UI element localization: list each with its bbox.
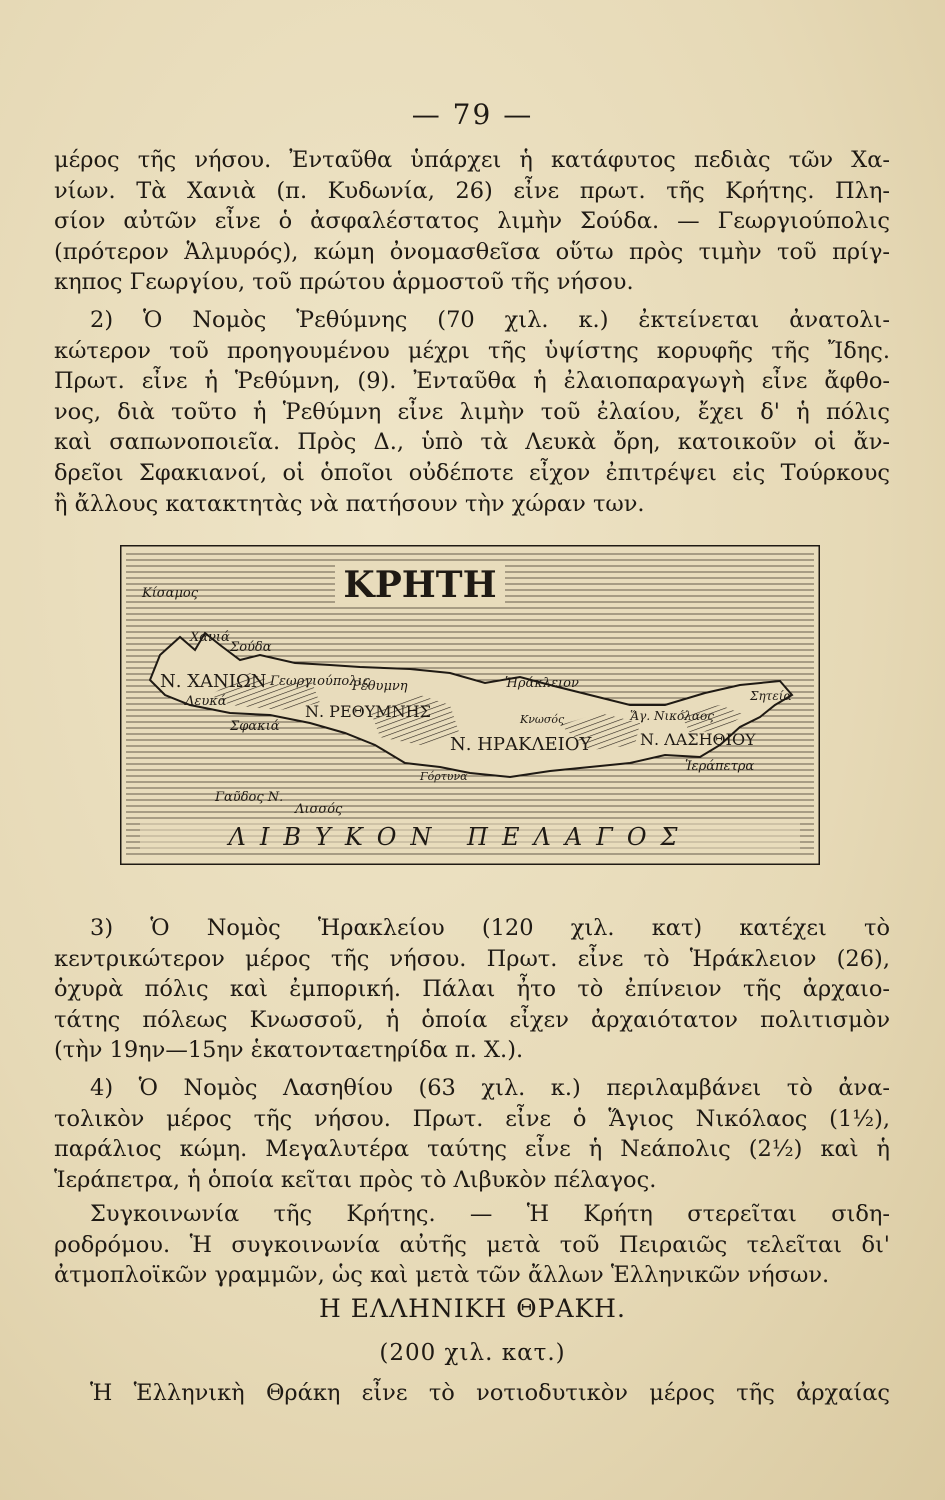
text-line: 3) Ὁ Νομὸς Ἡρακλείου (120 χιλ. κατ) κατέχει τὸ <box>90 915 890 941</box>
text-line: Ἱεράπετρα, ἡ ὁποία κεῖται πρὸς τὸ Λιβυκὸν πέλαγος. <box>54 1166 657 1193</box>
label-ag-nikolaos: Ἅγ. Νικόλαος <box>630 709 714 723</box>
label-n-chanion: Ν. ΧΑΝΙΩΝ <box>160 671 267 692</box>
text-line: νος, διὰ τοῦτο ἡ Ῥεθύμνη εἶνε λιμὴν τοῦ ἐλαίου, ἔχει δ' ἡ πόλις <box>54 398 890 425</box>
text-line: (τὴν 19ην—15ην ἑκατονταετηρίδα π. Χ.). <box>54 1037 524 1064</box>
text-line: Συγκοινωνία τῆς Κρήτης. — Ἡ Κρήτη στερεῖται σιδη- <box>90 1201 890 1227</box>
label-sfakia: Σφακιά <box>230 719 280 734</box>
paragraph-transport <box>54 1199 890 1291</box>
text-line: Ἡ Ἑλληνικὴ Θράκη εἶνε τὸ νοτιοδυτικὸν μέρος τῆς ἀρχαίας <box>90 1380 890 1406</box>
text-line: ἢ ἄλλους κατακτητὰς νὰ πατήσουν τὴν χώραν των. <box>54 490 645 517</box>
label-chania: Χανιά <box>190 630 230 645</box>
text-line: σίον αὐτῶν εἶνε ὁ ἀσφαλέστατος λιμὴν Σούδα. — Γεωργιούπολις <box>54 208 890 235</box>
paragraph-chania <box>54 145 890 298</box>
text-line: ροδρόμου. Ἡ συγκοινωνία αὐτῆς μετὰ τοῦ Πειραιῶς τελεῖται δι' <box>54 1231 890 1258</box>
label-souda: Σούδα <box>230 640 272 655</box>
label-knossos: Κνωσός <box>520 713 565 726</box>
text-line: Πρωτ. εἶνε ἡ Ῥεθύμνη, (9). Ἐνταῦθα ἡ ἐλαιοπαραγωγὴ εἶνε ἄφθο- <box>54 368 890 395</box>
text-line: ὀχυρὰ πόλις καὶ ἐμπορική. Πάλαι ἦτο τὸ ἐπίνειον τῆς ἀρχαιο- <box>54 976 890 1003</box>
text-line: (πρότερον Ἁλμυρός), κώμη ὀνομασθεῖσα οὕτω πρὸς τιμὴν τοῦ πρίγ- <box>54 238 890 265</box>
paragraph-thrace <box>54 1378 890 1409</box>
paragraph-irakleion <box>54 913 890 1066</box>
paragraph-lasithi <box>54 1073 890 1195</box>
map-title: ΚΡΗΤΗ <box>343 564 497 606</box>
section-subheading-area: (200 χιλ. κατ.) <box>379 1340 566 1366</box>
text-line: κεντρικώτερον μέρος τῆς νήσου. Πρωτ. εἶνε τὸ Ἡράκλειον (26), <box>54 945 890 972</box>
text-line: τάτης πόλεως Κνωσσοῦ, ἡ ὁποία εἶχεν ἀρχαιότατον πολιτισμὸν <box>54 1006 890 1033</box>
text-line: 4) Ὁ Νομὸς Λασηθίου (63 χιλ. κ.) περιλαμβάνει τὸ ἀνα- <box>90 1075 890 1101</box>
paragraph-rethymno <box>54 305 890 519</box>
label-gortyna: Γόρτυνα <box>420 770 468 783</box>
label-lissos: Λισσός <box>295 802 343 817</box>
label-n-rethymnis: Ν. ΡΕΘΥΜΝΗΣ <box>305 702 431 721</box>
text-line: 2) Ὁ Νομὸς Ῥεθύμνης (70 χιλ. κ.) ἐκτείνεται ἀνατολι- <box>90 307 890 333</box>
label-ierapetra: Ἱεράπετρα <box>685 759 755 774</box>
label-siteia: Σητεία <box>750 689 792 703</box>
page-number: — 79 — <box>411 98 534 131</box>
label-n-lasithiou: Ν. ΛΑΣΗΘΙΟΥ <box>640 730 756 749</box>
text-line: τολικὸν μέρος τῆς νήσου. Πρωτ. εἶνε ὁ Ἅγιος Νικόλαος (1½), <box>54 1105 890 1132</box>
section-heading-thrace: Η ΕΛΛΗΝΙΚΗ ΘΡΑΚΗ. <box>319 1294 626 1323</box>
text-line: μέρος τῆς νήσου. Ἐνταῦθα ὑπάρχει ἡ κατάφυτος πεδιὰς τῶν Χα- <box>54 147 890 173</box>
text-line: καὶ σαπωνοποιεῖα. Πρὸς Δ., ὑπὸ τὰ Λευκὰ ὄρη, κατοικοῦν οἱ ἄν- <box>54 429 890 456</box>
label-libyan-sea: ΛΙΒΥΚΟΝ ΠΕΛΑΓΟΣ <box>228 823 692 851</box>
text-line: νίων. Τὰ Χανιὰ (π. Κυδωνία, 26) εἶνε πρωτ. τῆς Κρήτης. Πλη- <box>54 177 890 204</box>
text-line: δρεῖοι Σφακιανοί, οἱ ὁποῖοι οὐδέποτε εἶχον ἐπιτρέψει εἰς Τούρκους <box>54 459 890 486</box>
text-line: ἀτμοπλοϊκῶν γραμμῶν, ὡς καὶ μετὰ τῶν ἄλλων Ἑλληνικῶν νήσων. <box>54 1262 830 1289</box>
text-line: παράλιος κώμη. Μεγαλυτέρα ταύτης εἶνε ἡ Νεάπολις (2½) καὶ ἡ <box>54 1136 890 1163</box>
label-kisamos: Κίσαμος <box>142 586 199 601</box>
text-line: κηπος Γεωργίου, τοῦ πρώτου ἁρμοστοῦ τῆς νήσου. <box>54 269 634 296</box>
crete-map <box>120 545 820 865</box>
label-irakleion: Ἡράκλειον <box>505 676 579 691</box>
label-levka: Λευκά <box>185 694 227 709</box>
text-line: κώτερον τοῦ προηγουμένου μέχρι τῆς ὑψίστης κορυφῆς τῆς Ἴδης. <box>54 337 890 364</box>
label-georgioupolis: Γεωργιούπολις <box>270 674 370 689</box>
label-n-irakleiou: Ν. ΗΡΑΚΛΕΙΟΥ <box>450 734 592 755</box>
label-gavdos: Γαῦδος Ν. <box>215 790 284 805</box>
label-rethymno: Ρέθυμνη <box>352 679 408 694</box>
